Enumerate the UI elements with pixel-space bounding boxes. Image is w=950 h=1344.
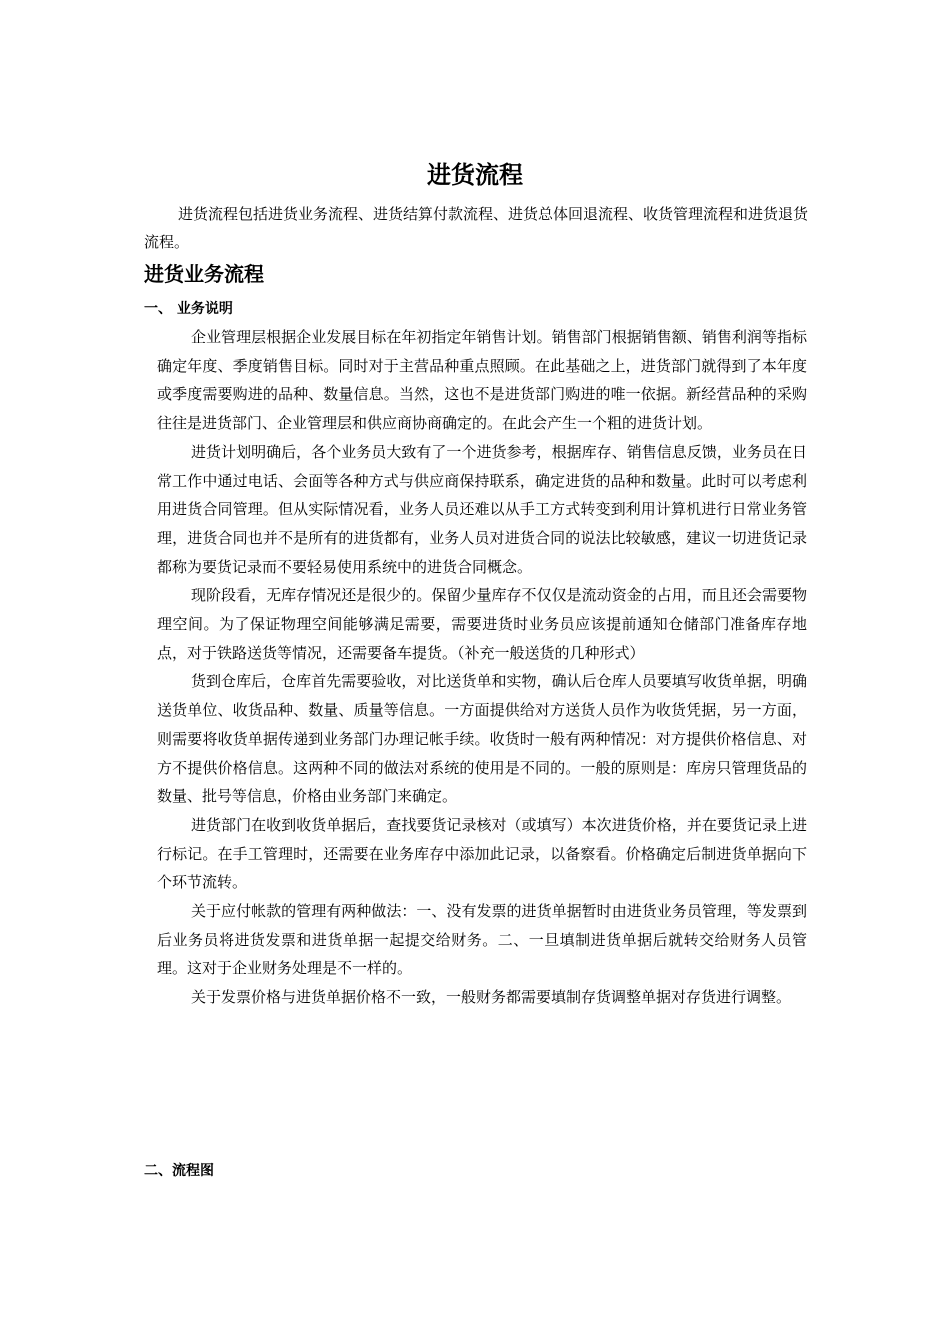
page-title: 进货流程 [427, 161, 523, 189]
subsection-heading-business-description: 一、 业务说明 [144, 301, 233, 317]
section-heading: 进货业务流程 [144, 262, 264, 286]
paragraph: 进货计划明确后，各个业务员大致有了一个进货参考，根据库存、销售信息反馈，业务员在日常工作中通过电话、会面等各种方式与供应商保持联系，确定进货的品种和数量。此时可以考虑利用进货合同管理。但从实际情况看，业务人员还难以从手工方式转变到利用计算机进行日常业务管理，进货合同也并不是所有的进货都有，业务人员对进货合同的说法比较敏感，建议一切进货记录都称为要货记录而不要轻易使用系统中的进货合同概念。 [157, 442, 807, 576]
paragraph: 关于应付帐款的管理有两种做法：一、没有发票的进货单据暂时由进货业务员管理，等发票到后业务员将进货发票和进货单据一起提交给财务。二、一旦填制进货单据后就转交给财务人员管理。这对于企业财务处理是不一样的。 [157, 902, 807, 978]
subsection-heading-flowchart: 二、流程图 [144, 1163, 214, 1179]
body-text [157, 323, 807, 1012]
intro-paragraph: 进货流程包括进货业务流程、进货结算付款流程、进货总体回退流程、收货管理流程和进货退货流程。 [144, 205, 809, 251]
paragraph: 货到仓库后，仓库首先需要验收，对比送货单和实物，确认后仓库人员要填写收货单据，明确送货单位、收货品种、数量、质量等信息。一方面提供给对方送货人员作为收货凭据，另一方面，则需要将收货单据传递到业务部门办理记帐手续。收货时一般有两种情况：对方提供价格信息、对方不提供价格信息。这两种不同的做法对系统的使用是不同的。一般的原则是：库房只管理货品的数量、批号等信息，价格由业务部门来确定。 [157, 672, 807, 806]
paragraph: 进货部门在收到收货单据后，查找要货记录核对（或填写）本次进货价格，并在要货记录上进行标记。在手工管理时，还需要在业务库存中添加此记录，以备察看。价格确定后制进货单据向下个环节流转。 [157, 815, 807, 892]
paragraph: 企业管理层根据企业发展目标在年初指定年销售计划。销售部门根据销售额、销售利润等指标确定年度、季度销售目标。同时对于主营品种重点照顾。在此基础之上，进货部门就得到了本年度或季度需要购进的品种、数量信息。当然，这也不是进货部门购进的唯一依据。新经营品种的采购往往是进货部门、企业管理层和供应商协商确定的。在此会产生一个粗的进货计划。 [157, 328, 807, 433]
paragraph: 现阶段看，无库存情况还是很少的。保留少量库存不仅仅是流动资金的占用，而且还会需要物理空间。为了保证物理空间能够满足需要，需要进货时业务员应该提前通知仓储部门准备库存地点，对于铁路送货等情况，还需要备车提货。（补充一般送货的几种形式） [157, 586, 807, 662]
paragraph: 关于发票价格与进货单据价格不一致，一般财务都需要填制存货调整单据对存货进行调整。 [191, 988, 792, 1007]
